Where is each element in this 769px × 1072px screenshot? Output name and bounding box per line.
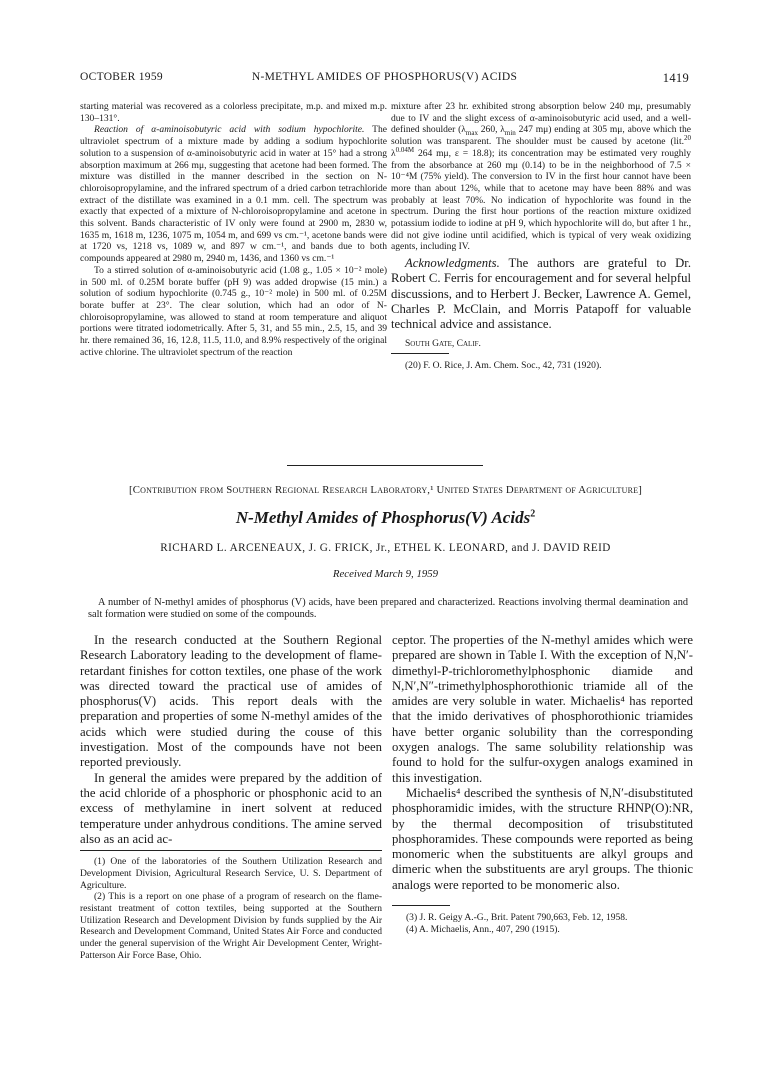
footnote-3: (3) J. R. Geigy A.-G., Brit. Patent 790,663, Feb. 12, 1958. — [406, 912, 628, 924]
acknowledgments-heading: Acknowledgments. — [405, 256, 500, 271]
paragraph-stirred-solution: To a stirred solution of α-aminoisobutyric acid (1.08 g., 1.05 × 10⁻² mole) in 500 ml. of 0.25M borate buffer (pH 9) was added dropwise (15 min.) a solution of sodium hypochlorite (0.745 g., 10⁻² mole) in 500 ml. of 0.25M borate buffer at 23°. The clear solution, which had an odor of N-chloroisopropylamine, was allowed to stand at room temperature and aliquot portions were titrated iodometrically. After 5, 31, and 55 min., 2.5, 15, and 39 hr. there remained 36, 16, 12.8, 11.5, 11.0, and 8.9% respectively of the original active chlorine. The ultraviolet spectrum of the reaction — [80, 264, 387, 358]
text-fragment: λ — [391, 147, 396, 159]
body-paragraph-properties: ceptor. The properties of the N-methyl amides which were prepared are shown in Table I. With the exception of N,N′-dimethyl-P-trichloromethylphosphonic diamide and N,N′,N″-trimethylphosphorothionic triamide all of the amides are very soluble in water. Michaelis⁴ has reported that the imido derivatives of phosphorothionic triamides have better organic solubility than the corresponding oxygen analogs. The same solubility relationship was found to hold for the sulfur-oxygen analogs examined in this investigation. — [392, 633, 693, 785]
footnote-divider — [391, 353, 449, 354]
title-footnote-marker: 2 — [530, 508, 536, 520]
section-divider — [287, 465, 483, 466]
section-heading-hypochlorite: Reaction of α-aminoisobutyric acid with sodium hypochlorite. — [94, 124, 365, 136]
reference-superscript: 20 — [684, 133, 691, 142]
concentration-superscript: 0.04M — [395, 145, 415, 154]
footnotes-right — [392, 912, 693, 935]
paragraph-hypochlorite-body: The ultraviolet spectrum of a mixture made by adding a sodium hypochlorite solution to a suspension of α-aminoisobutyric acid in water at 15° had a strong absorption maximum at 266 mμ, suggesting that acetone had been formed. The mixture was distilled in the manner described in the section on N-chloroisopropylamine, and the infrared spectrum of a dried carbon tetrachloride extract of the distillate was examined in a 0.1 mm. cell. The spectrum was exactly that expected of a mixture of N-chloroisopropylamine and acetone in this solvent. Bands characteristic of IV only were found at 2900 m, 2830 w, 1635 m, 1618 m, 1236, 1075 m, 1054 m, and 699 vs cm.⁻¹, acetone bands were at 1720 vs, 1218 vs, 1089 w, and 897 w cm.⁻¹, and bands due to both compounds appeared at 2980 m, 2940 m, 1436, and 1360 vs cm.⁻¹ — [80, 124, 387, 265]
subscript-max: max — [465, 129, 478, 138]
intro-paragraph-2: In general the amides were prepared by the addition of the acid chloride of a phosphoric or phosphonic acid to an excess of methylamine in inert solvent at reduced temperature under anhydrous conditions. The amine served also as an acid ac- — [80, 770, 382, 846]
body-paragraph-michaelis: Michaelis⁴ described the synthesis of N,N′-disubstituted phosphoramidic imides, with the structure RHNP(O):NR, by the thermal decomposition of trisubstituted phosphoramides. These compounds were reported as being monomeric when the substituents are alkyl groups and dimeric when the substituents are aryl groups. The thionic analogs were reported to be monomeric also. — [392, 785, 693, 892]
paragraph-uv-spectrum — [391, 101, 691, 253]
footnote-2: (2) This is a report on one phase of a program of research on the flame-resistant treatment of cotton textiles, being supported at the Southern Utilization Research and Development Division by funds supplied by the Air Research and Development Command, United States Air Force and conducted under the general supervision of the Wright Air Development Center, Wright-Patterson Air Force Base, Ohio. — [80, 891, 382, 961]
acknowledgments-paragraph — [391, 256, 691, 332]
text-fragment: 247 mμ) ending at 305 mμ, above which the solution was transparent. The shoulder must be caused by acetone (lit. — [391, 124, 691, 148]
received-date: Received March 9, 1959 — [332, 568, 439, 580]
article-title-text: N-Methyl Amides of Phosphorus(V) Acids — [235, 508, 531, 527]
footnote-1: (1) One of the laboratories of the Southern Utilization Research and Development Division, Agricultural Research Service, U. S. Department of Agriculture. — [80, 856, 382, 891]
text-fragment: 260, λ — [477, 124, 505, 136]
lower-right-column — [392, 633, 693, 935]
text-fragment: 264 mμ, ε = 18.8); its concentration may be estimated very roughly from the absorbance at 260 mμ (0.14) to be in the neighborhood of 7.5 × 10⁻⁴M (75% yield). The conversion to IV in the first hour cannot have been more than about 12%, while that to acetone may have been 88% and was probably at least 70%. No indication of hypochlorite was found in the spectrum. During the first hour portions of the reaction mixture oxidized potassium iodide to iodine at pH 9, which hypochlorite will do, but after 1 hr., did not give iodine until acidified, which is typical of very weak oxidizing agents, including IV. — [391, 147, 691, 253]
author-location: South Gate, Calif. — [405, 337, 481, 349]
running-header-date: OCTOBER 1959 — [80, 71, 163, 83]
affiliation: [Contribution from Southern Regional Research Laboratory,¹ United States Department of Agriculture] — [128, 484, 643, 496]
lower-left-column — [80, 633, 382, 961]
author-list: RICHARD L. ARCENEAUX, J. G. FRICK, Jr., ETHEL K. LEONARD, and J. DAVID REID — [160, 542, 611, 554]
paragraph-hypochlorite-reaction — [80, 124, 387, 264]
page-number: 1419 — [662, 71, 689, 85]
subscript-min: min — [504, 129, 516, 138]
article-title — [80, 508, 691, 528]
footnotes — [80, 856, 382, 961]
paragraph-recovered: starting material was recovered as a colorless precipitate, m.p. and mixed m.p. 130–131°. — [80, 101, 387, 124]
abstract: A number of N-methyl amides of phosphorus (V) acids, have been prepared and characterized. Reactions involving thermal deamination and salt formation were studied on some of the compounds. — [88, 597, 688, 620]
footnote-rule — [80, 850, 382, 851]
footnote-20: (20) F. O. Rice, J. Am. Chem. Soc., 42, 731 (1920). — [405, 360, 602, 372]
footnote-divider-right — [392, 905, 450, 906]
text-fragment: mixture after 23 hr. exhibited strong absorption below 240 mμ, presumably due to IV and the slight excess of α-aminoisobutyric acid used, and a well-defined shoulder (λ — [391, 101, 691, 136]
running-header-title: N-METHYL AMIDES OF PHOSPHORUS(V) ACIDS — [251, 71, 518, 83]
footnote-4: (4) A. Michaelis, Ann., 407, 290 (1915). — [406, 923, 560, 935]
upper-right-column — [391, 101, 691, 372]
acknowledgments-body: The authors are grateful to Dr. Robert C. Ferris for encouragement and for several helpful discussions, and to Herbert J. Becker, Lawrence A. Gemel, Charles P. McClain, and Morris Patapoff for valuable technical advice and assistance. — [391, 256, 691, 332]
intro-paragraph-1: In the research conducted at the Southern Regional Research Laboratory leading to the development of flame-retardant finishes for cotton textiles, one phase of the work was directed toward the practical use of amides of phosphorus(V) acids. This report deals with the preparation and properties of some N-methyl amides of the acids which were studied during the couse of this investigation. Most of the compounds have not been reported previously. — [80, 633, 382, 770]
upper-left-column — [80, 101, 387, 358]
